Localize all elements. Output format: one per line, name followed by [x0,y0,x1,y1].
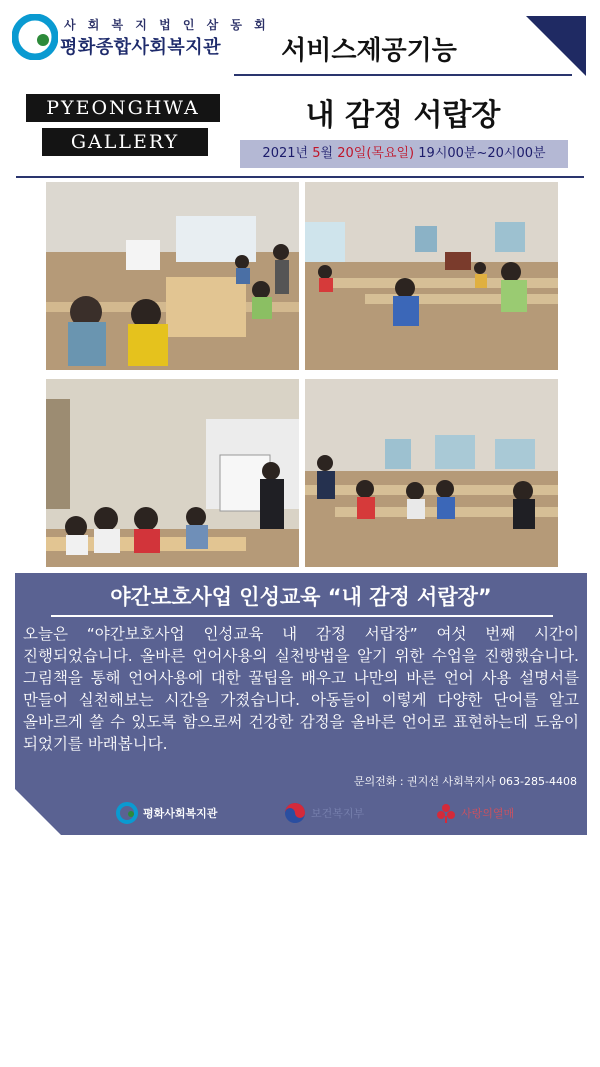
gallery-title-line1: PYEONGHWA [26,94,220,122]
taegeuk-icon [283,801,307,825]
classroom-photo-4 [305,379,558,567]
panel-divider [51,615,553,617]
date-year: 2021 [262,146,296,161]
classroom-photo-2 [305,182,558,370]
panel-title: 야간보호사업 인성교육 “내 감정 서랍장” [110,585,492,609]
footer-logo-3-label: 사랑의열매 [461,807,515,820]
footer-logo-ministry [283,799,364,827]
org-logo-icon [12,14,58,60]
date-time: 19시00분~20시00분 [414,146,546,161]
date-month-suffix: 월 [320,146,338,161]
date-year-suffix: 년 [295,146,313,161]
header-divider [16,176,584,178]
classroom-photo-3 [46,379,299,567]
service-title: 서비스제공기능 [281,36,457,66]
pyeonghwa-logo-icon [115,801,139,825]
gallery-title-line2: GALLERY [42,128,208,156]
header [0,0,600,180]
date-day: 20일 [337,146,367,161]
footer-logo-pyeonghwa [115,799,217,827]
org-name: 평화종합사회복지관 [60,37,221,58]
description-panel [15,573,587,835]
program-title: 내 감정 서랍장 [305,98,501,133]
photo-grid [46,182,558,568]
footer-logo-1-label: 평화사회복지관 [143,807,218,820]
fruit-logo-icon [435,802,457,824]
corner-decoration [526,16,586,76]
org-subtitle: 사 회 복 지 법 인 삼 동 회 [64,18,270,32]
footer-logos [15,793,587,831]
divider [234,74,572,76]
footer-logo-2-label: 보건복지부 [311,807,365,820]
panel-body: 오늘은 “야간보호사업 인성교육 내 감정 서랍장” 여섯 번째 시간이 진행되었습니다. 올바른 언어사용의 실천방법을 알기 위한 수업을 진행했습니다. 그림책을 통해 언어사용에 대한 꿀팁을 배우고 나만의 바른 언어 사용 설명서를 만들어 실천해보는 시간을 가졌습니다. 아동들이 이렇게 다양한 단어를 알고 올바르게 쓸 수 있도록 함으로써 건강한 감정을 올바른 언어로 표현하는데 도움이 되었기를 바래봅니다. [23,625,579,753]
footer-logo-fruit [435,799,514,827]
date-band [240,140,568,168]
contact-info: 문의전화 : 권지선 사회복지사 063-285-4408 [353,775,577,788]
date-weekday: (목요일) [366,146,415,161]
date-month: 5 [312,146,321,161]
classroom-photo-1 [46,182,299,370]
